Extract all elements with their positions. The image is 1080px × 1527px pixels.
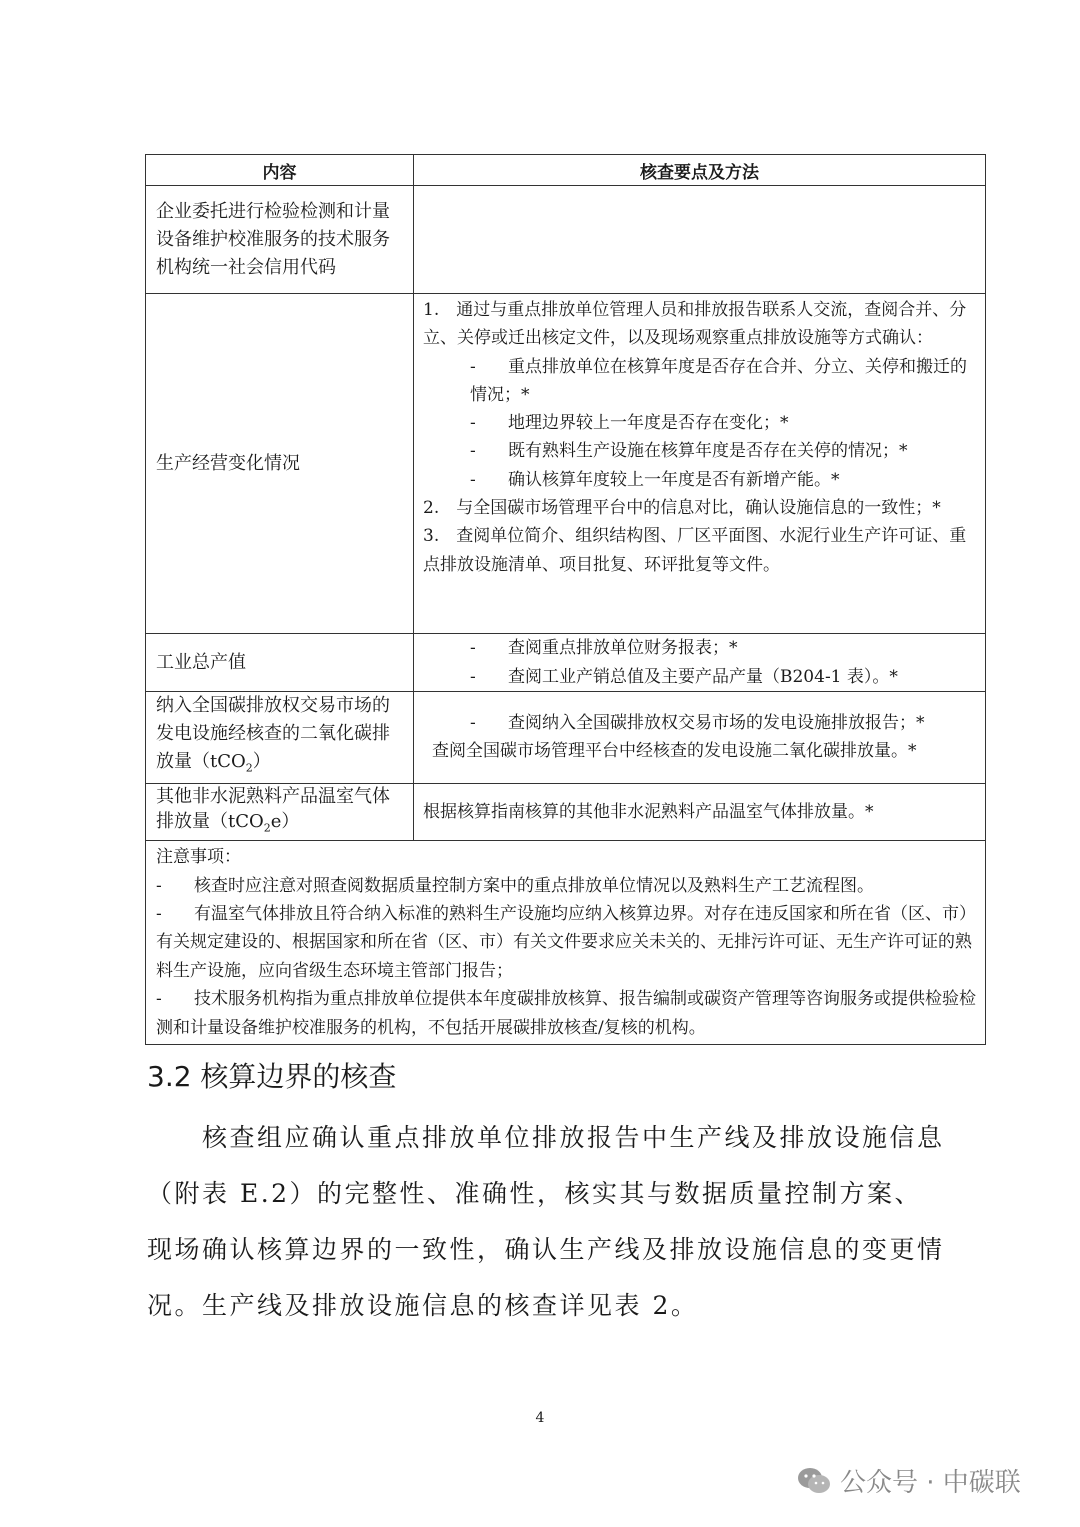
method-item: 2. 与全国碳市场管理平台中的信息对比，确认设施信息的一致性；* [423,498,941,519]
table-row [146,692,986,784]
method-item: 3. 查阅单位简介、组织结构图、厂区平面图、水泥行业生产许可证、重点排放设施清单、项目批复、环评批复等文件。 [423,526,967,575]
method-subitem: - 既有熟料生产设施在核算年度是否存在关停的情况；* [470,441,908,462]
row-label: 其他非水泥熟料产品温室气体排放量（tCO$_2$e） [146,783,414,841]
row-method [414,294,986,634]
row-label: 工业总产值 [146,634,414,692]
notes-title: 注意事项： [156,847,241,868]
row-label: 企业委托进行检验检测和计量设备维护校准服务的技术服务机构统一社会信用代码 [146,186,414,294]
wechat-icon [796,1466,832,1496]
method-subitem: - 查阅重点排放单位财务报表；* [470,638,738,659]
row-method [414,634,986,692]
row-method [414,186,986,294]
notes-cell [146,841,986,1045]
table-header-row [146,155,986,186]
method-item: 1. 通过与重点排放单位管理人员和排放报告联系人交流，查阅合并、分立、关停或迁出核定文件，以及现场观察重点排放设施等方式确认： [423,300,967,349]
method-subitem: - 确认核算年度较上一年度是否有新增产能。* [470,469,840,490]
note-item: - 有温室气体排放且符合纳入标准的熟料生产设施均应纳入核算边界。对存在违反国家和所在省（区、市）有关规定建设的、根据国家和所在省（区、市）有关文件要求应关未关的、无排污许可证、无生产许可证的熟料生产设施，应向省级生态环境主管部门报告； [156,904,976,981]
method-subitem: 查阅全国碳市场管理平台中经核查的发电设施二氧化碳排放量。* [432,741,917,762]
table-row [146,783,986,841]
watermark-text: 公众号 · 中碳联 [840,1468,1021,1498]
note-item: - 技术服务机构指为重点排放单位提供本年度碳排放核算、报告编制或碳资产管理等咨询服务或提供检验检测和计量设备维护校准服务的机构，不包括开展碳排放核查/复核的机构。 [156,989,976,1038]
table-row [146,186,986,294]
method-subitem: - 查阅工业产销总值及主要产品产量（B204-1 表）。* [470,666,898,687]
note-item: - 核查时应注意对照查阅数据质量控制方案中的重点排放单位情况以及熟料生产工艺流程图。 [156,875,874,896]
verification-table [145,154,986,1045]
method-subitem: - 地理边界较上一年度是否存在变化；* [470,413,789,434]
watermark [796,1462,1021,1499]
section-title: 3.2 核算边界的核查 [147,1060,397,1093]
row-label: 生产经营变化情况 [146,294,414,634]
row-method: 根据核算指南核算的其他非水泥熟料产品温室气体排放量。* [414,783,986,841]
col-header-content: 内容 [146,155,414,186]
table-row [146,634,986,692]
notes-row [146,841,986,1045]
method-subitem: - 重点排放单位在核算年度是否存在合并、分立、关停和搬迁的情况；* [470,356,967,405]
section-paragraph: 核查组应确认重点排放单位排放报告中生产线及排放设施信息（附表 E.2）的完整性、准确性，核实其与数据质量控制方案、现场确认核算边界的一致性，确认生产线及排放设施信息的变更情况。生产线及排放设施信息的核查详见表 2。 [147,1123,945,1320]
method-subitem: - 查阅纳入全国碳排放权交易市场的发电设施排放报告；* [470,713,925,733]
table-row [146,294,986,634]
col-header-method: 核查要点及方法 [414,155,986,186]
row-method [414,692,986,784]
row-label: 纳入全国碳排放权交易市场的发电设施经核查的二氧化碳排放量（tCO$_2$） [146,692,414,784]
page-number: 4 [535,1410,545,1426]
